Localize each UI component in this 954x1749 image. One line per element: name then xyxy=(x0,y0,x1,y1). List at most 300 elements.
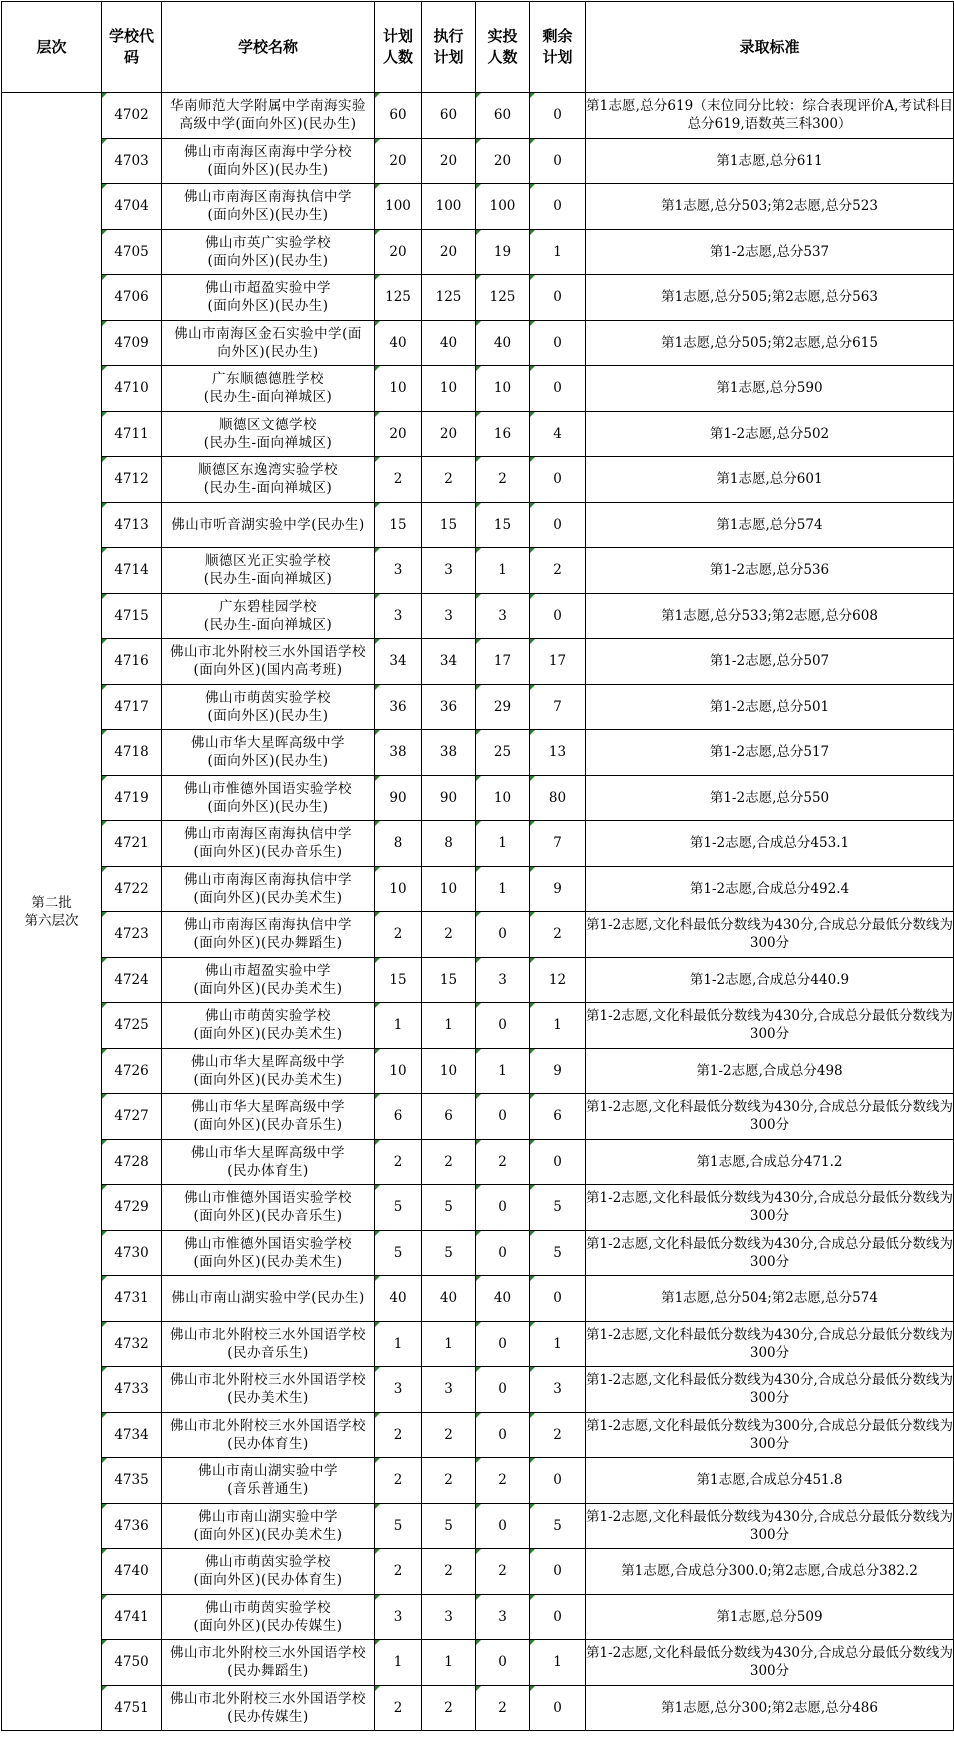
table-row xyxy=(2,1321,954,1367)
executed-plan-cell: 2 xyxy=(422,1549,476,1595)
table-row xyxy=(2,730,954,776)
remaining-plan-cell: 9 xyxy=(530,866,586,912)
plan-count-cell: 60 xyxy=(375,93,422,139)
remaining-plan-cell: 12 xyxy=(530,957,586,1003)
plan-count-cell: 2 xyxy=(375,1458,422,1504)
admission-standard-cell: 第1志愿,合成总分451.8 xyxy=(586,1458,954,1504)
actual-admitted-cell: 0 xyxy=(476,1321,530,1367)
admission-standard-cell: 第1-2志愿,总分550 xyxy=(586,775,954,821)
header-actual-admitted: 实投 人数 xyxy=(476,2,530,93)
school-code-cell: 4732 xyxy=(102,1321,162,1367)
actual-admitted-cell: 19 xyxy=(476,229,530,275)
admission-standard-cell: 第1志愿,合成总分471.2 xyxy=(586,1139,954,1185)
plan-count-cell: 2 xyxy=(375,1139,422,1185)
plan-count-cell: 3 xyxy=(375,593,422,639)
admission-standard-cell: 第1志愿,总分504;第2志愿,总分574 xyxy=(586,1276,954,1322)
actual-admitted-cell: 10 xyxy=(476,775,530,821)
remaining-plan-cell: 0 xyxy=(530,502,586,548)
table-row xyxy=(2,1594,954,1640)
remaining-plan-cell: 2 xyxy=(530,1412,586,1458)
table-row xyxy=(2,639,954,685)
remaining-plan-cell: 0 xyxy=(530,320,586,366)
admission-standard-cell: 第1-2志愿,文化科最低分数线为300分,合成总分最低分数线为300分 xyxy=(586,1412,954,1458)
plan-count-cell: 2 xyxy=(375,457,422,503)
executed-plan-cell: 6 xyxy=(422,1094,476,1140)
admission-standard-cell: 第1-2志愿,总分501 xyxy=(586,684,954,730)
executed-plan-cell: 34 xyxy=(422,639,476,685)
actual-admitted-cell: 1 xyxy=(476,866,530,912)
plan-count-cell: 5 xyxy=(375,1503,422,1549)
executed-plan-cell: 2 xyxy=(422,1685,476,1731)
table-row xyxy=(2,821,954,867)
actual-admitted-cell: 17 xyxy=(476,639,530,685)
plan-count-cell: 2 xyxy=(375,1412,422,1458)
executed-plan-cell: 2 xyxy=(422,1139,476,1185)
school-code-cell: 4704 xyxy=(102,184,162,230)
school-name-cell: 佛山市华大星晖高级中学 (面向外区)(民办美术生) xyxy=(162,1048,375,1094)
school-name-cell: 佛山市北外附校三水外国语学校 (民办体育生) xyxy=(162,1412,375,1458)
plan-count-cell: 40 xyxy=(375,1276,422,1322)
remaining-plan-cell: 5 xyxy=(530,1230,586,1276)
remaining-plan-cell: 0 xyxy=(530,457,586,503)
plan-count-cell: 36 xyxy=(375,684,422,730)
actual-admitted-cell: 0 xyxy=(476,1503,530,1549)
executed-plan-cell: 10 xyxy=(422,1048,476,1094)
actual-admitted-cell: 100 xyxy=(476,184,530,230)
executed-plan-cell: 3 xyxy=(422,1594,476,1640)
actual-admitted-cell: 125 xyxy=(476,275,530,321)
school-name-cell: 佛山市萌茵实验学校 (面向外区)(民办生) xyxy=(162,684,375,730)
plan-count-cell: 1 xyxy=(375,1003,422,1049)
table-header xyxy=(2,2,954,93)
table-row xyxy=(2,320,954,366)
remaining-plan-cell: 80 xyxy=(530,775,586,821)
remaining-plan-cell: 0 xyxy=(530,275,586,321)
executed-plan-cell: 10 xyxy=(422,866,476,912)
executed-plan-cell: 15 xyxy=(422,502,476,548)
executed-plan-cell: 5 xyxy=(422,1503,476,1549)
school-name-cell: 佛山市超盈实验中学 (面向外区)(民办生) xyxy=(162,275,375,321)
school-code-cell: 4740 xyxy=(102,1549,162,1595)
table-row xyxy=(2,502,954,548)
admission-standard-cell: 第1志愿,总分533;第2志愿,总分608 xyxy=(586,593,954,639)
admission-standard-cell: 第1-2志愿,总分537 xyxy=(586,229,954,275)
remaining-plan-cell: 7 xyxy=(530,821,586,867)
plan-count-cell: 10 xyxy=(375,366,422,412)
executed-plan-cell: 1 xyxy=(422,1003,476,1049)
plan-count-cell: 1 xyxy=(375,1640,422,1686)
plan-count-cell: 5 xyxy=(375,1230,422,1276)
school-code-cell: 4709 xyxy=(102,320,162,366)
school-name-cell: 佛山市北外附校三水外国语学校 (面向外区)(国内高考班) xyxy=(162,639,375,685)
school-name-cell: 佛山市南海区南海执信中学 (面向外区)(民办生) xyxy=(162,184,375,230)
plan-count-cell: 90 xyxy=(375,775,422,821)
executed-plan-cell: 2 xyxy=(422,457,476,503)
table-row xyxy=(2,957,954,1003)
admission-standard-cell: 第1志愿,总分505;第2志愿,总分563 xyxy=(586,275,954,321)
school-code-cell: 4723 xyxy=(102,912,162,958)
school-name-cell: 顺德区光正实验学校 (民办生-面向禅城区) xyxy=(162,548,375,594)
school-name-cell: 顺德区文德学校 (民办生-面向禅城区) xyxy=(162,411,375,457)
admission-standard-cell: 第1-2志愿,文化科最低分数线为430分,合成总分最低分数线为300分 xyxy=(586,1185,954,1231)
table-row xyxy=(2,411,954,457)
actual-admitted-cell: 0 xyxy=(476,1185,530,1231)
admission-standard-cell: 第1-2志愿,合成总分453.1 xyxy=(586,821,954,867)
school-name-cell: 佛山市华大星晖高级中学 (面向外区)(民办音乐生) xyxy=(162,1094,375,1140)
admission-standard-cell: 第1志愿,总分574 xyxy=(586,502,954,548)
actual-admitted-cell: 2 xyxy=(476,1549,530,1595)
plan-count-cell: 3 xyxy=(375,1367,422,1413)
table-row xyxy=(2,366,954,412)
school-name-cell: 佛山市华大星晖高级中学 (面向外区)(民办生) xyxy=(162,730,375,776)
table-row xyxy=(2,775,954,821)
executed-plan-cell: 20 xyxy=(422,138,476,184)
executed-plan-cell: 3 xyxy=(422,593,476,639)
executed-plan-cell: 20 xyxy=(422,411,476,457)
remaining-plan-cell: 17 xyxy=(530,639,586,685)
table-row xyxy=(2,684,954,730)
school-code-cell: 4712 xyxy=(102,457,162,503)
executed-plan-cell: 40 xyxy=(422,1276,476,1322)
school-code-cell: 4751 xyxy=(102,1685,162,1731)
actual-admitted-cell: 3 xyxy=(476,957,530,1003)
actual-admitted-cell: 0 xyxy=(476,912,530,958)
school-name-cell: 广东碧桂园学校 (民办生-面向禅城区) xyxy=(162,593,375,639)
remaining-plan-cell: 0 xyxy=(530,1276,586,1322)
remaining-plan-cell: 13 xyxy=(530,730,586,776)
table-row xyxy=(2,1048,954,1094)
executed-plan-cell: 125 xyxy=(422,275,476,321)
admission-standard-cell: 第1志愿,合成总分300.0;第2志愿,合成总分382.2 xyxy=(586,1549,954,1595)
executed-plan-cell: 1 xyxy=(422,1321,476,1367)
executed-plan-cell: 5 xyxy=(422,1230,476,1276)
plan-count-cell: 2 xyxy=(375,1549,422,1595)
plan-count-cell: 5 xyxy=(375,1185,422,1231)
remaining-plan-cell: 1 xyxy=(530,1003,586,1049)
school-code-cell: 4714 xyxy=(102,548,162,594)
admission-standard-cell: 第1-2志愿,合成总分492.4 xyxy=(586,866,954,912)
executed-plan-cell: 2 xyxy=(422,1412,476,1458)
header-school-name: 学校名称 xyxy=(162,2,375,93)
admission-standard-cell: 第1-2志愿,文化科最低分数线为430分,合成总分最低分数线为300分 xyxy=(586,1094,954,1140)
table-row xyxy=(2,93,954,139)
plan-count-cell: 125 xyxy=(375,275,422,321)
remaining-plan-cell: 5 xyxy=(530,1185,586,1231)
remaining-plan-cell: 5 xyxy=(530,1503,586,1549)
school-code-cell: 4727 xyxy=(102,1094,162,1140)
school-code-cell: 4710 xyxy=(102,366,162,412)
admission-standard-cell: 第1-2志愿,总分507 xyxy=(586,639,954,685)
school-name-cell: 佛山市英广实验学校 (面向外区)(民办生) xyxy=(162,229,375,275)
school-name-cell: 佛山市北外附校三水外国语学校 (民办美术生) xyxy=(162,1367,375,1413)
table-row xyxy=(2,1094,954,1140)
admission-standard-cell: 第1志愿,总分300;第2志愿,总分486 xyxy=(586,1685,954,1731)
school-code-cell: 4722 xyxy=(102,866,162,912)
school-code-cell: 4735 xyxy=(102,1458,162,1504)
admission-standard-cell: 第1-2志愿,文化科最低分数线为430分,合成总分最低分数线为300分 xyxy=(586,1640,954,1686)
admission-standard-cell: 第1志愿,总分505;第2志愿,总分615 xyxy=(586,320,954,366)
school-name-cell: 佛山市南海区南海执信中学 (面向外区)(民办音乐生) xyxy=(162,821,375,867)
school-code-cell: 4718 xyxy=(102,730,162,776)
remaining-plan-cell: 0 xyxy=(530,1594,586,1640)
header-school-code: 学校代码 xyxy=(102,2,162,93)
actual-admitted-cell: 1 xyxy=(476,1048,530,1094)
actual-admitted-cell: 2 xyxy=(476,1139,530,1185)
header-remaining-plan: 剩余 计划 xyxy=(530,2,586,93)
remaining-plan-cell: 4 xyxy=(530,411,586,457)
remaining-plan-cell: 6 xyxy=(530,1094,586,1140)
executed-plan-cell: 100 xyxy=(422,184,476,230)
admission-standard-cell: 第1-2志愿,文化科最低分数线为430分,合成总分最低分数线为300分 xyxy=(586,1003,954,1049)
school-name-cell: 顺德区东逸湾实验学校 (民办生-面向禅城区) xyxy=(162,457,375,503)
school-code-cell: 4736 xyxy=(102,1503,162,1549)
actual-admitted-cell: 29 xyxy=(476,684,530,730)
plan-count-cell: 20 xyxy=(375,229,422,275)
admission-standard-cell: 第1-2志愿,文化科最低分数线为430分,合成总分最低分数线为300分 xyxy=(586,1367,954,1413)
school-name-cell: 佛山市惟德外国语实验学校 (面向外区)(民办生) xyxy=(162,775,375,821)
table-row xyxy=(2,1230,954,1276)
table-row xyxy=(2,912,954,958)
school-name-cell: 佛山市北外附校三水外国语学校 (民办舞蹈生) xyxy=(162,1640,375,1686)
school-code-cell: 4711 xyxy=(102,411,162,457)
table-row xyxy=(2,1458,954,1504)
school-code-cell: 4705 xyxy=(102,229,162,275)
admission-standard-cell: 第1-2志愿,文化科最低分数线为430分,合成总分最低分数线为300分 xyxy=(586,1230,954,1276)
school-name-cell: 佛山市华大星晖高级中学 (民办体育生) xyxy=(162,1139,375,1185)
school-name-cell: 佛山市南山湖实验中学 (音乐普通生) xyxy=(162,1458,375,1504)
school-code-cell: 4715 xyxy=(102,593,162,639)
admission-standard-cell: 第1-2志愿,总分536 xyxy=(586,548,954,594)
plan-count-cell: 3 xyxy=(375,548,422,594)
actual-admitted-cell: 2 xyxy=(476,457,530,503)
actual-admitted-cell: 2 xyxy=(476,1458,530,1504)
school-code-cell: 4741 xyxy=(102,1594,162,1640)
level-cell: 第二批 第六层次 xyxy=(2,93,102,1731)
school-code-cell: 4724 xyxy=(102,957,162,1003)
school-code-cell: 4702 xyxy=(102,93,162,139)
table-row xyxy=(2,1139,954,1185)
remaining-plan-cell: 0 xyxy=(530,1549,586,1595)
plan-count-cell: 100 xyxy=(375,184,422,230)
remaining-plan-cell: 2 xyxy=(530,912,586,958)
remaining-plan-cell: 1 xyxy=(530,1321,586,1367)
executed-plan-cell: 10 xyxy=(422,366,476,412)
plan-count-cell: 15 xyxy=(375,502,422,548)
admission-standard-cell: 第1志愿,总分590 xyxy=(586,366,954,412)
table-row xyxy=(2,1640,954,1686)
table-row xyxy=(2,593,954,639)
school-code-cell: 4726 xyxy=(102,1048,162,1094)
actual-admitted-cell: 20 xyxy=(476,138,530,184)
admission-standard-cell: 第1-2志愿,总分502 xyxy=(586,411,954,457)
school-code-cell: 4728 xyxy=(102,1139,162,1185)
admission-standard-cell: 第1-2志愿,文化科最低分数线为430分,合成总分最低分数线为300分 xyxy=(586,1321,954,1367)
remaining-plan-cell: 0 xyxy=(530,1139,586,1185)
actual-admitted-cell: 0 xyxy=(476,1412,530,1458)
plan-count-cell: 2 xyxy=(375,1685,422,1731)
table-row xyxy=(2,184,954,230)
remaining-plan-cell: 0 xyxy=(530,366,586,412)
plan-count-cell: 6 xyxy=(375,1094,422,1140)
table-row xyxy=(2,275,954,321)
school-code-cell: 4731 xyxy=(102,1276,162,1322)
admission-standard-cell: 第1志愿,总分503;第2志愿,总分523 xyxy=(586,184,954,230)
school-code-cell: 4716 xyxy=(102,639,162,685)
actual-admitted-cell: 0 xyxy=(476,1230,530,1276)
actual-admitted-cell: 15 xyxy=(476,502,530,548)
school-name-cell: 佛山市萌茵实验学校 (面向外区)(民办体育生) xyxy=(162,1549,375,1595)
actual-admitted-cell: 25 xyxy=(476,730,530,776)
plan-count-cell: 3 xyxy=(375,1594,422,1640)
header-plan: 计划 人数 xyxy=(375,2,422,93)
remaining-plan-cell: 0 xyxy=(530,138,586,184)
executed-plan-cell: 1 xyxy=(422,1640,476,1686)
remaining-plan-cell: 0 xyxy=(530,93,586,139)
school-name-cell: 佛山市南海区南海执信中学 (面向外区)(民办舞蹈生) xyxy=(162,912,375,958)
remaining-plan-cell: 1 xyxy=(530,229,586,275)
executed-plan-cell: 40 xyxy=(422,320,476,366)
plan-count-cell: 38 xyxy=(375,730,422,776)
actual-admitted-cell: 40 xyxy=(476,320,530,366)
school-name-cell: 佛山市南海区南海执信中学 (面向外区)(民办美术生) xyxy=(162,866,375,912)
remaining-plan-cell: 0 xyxy=(530,184,586,230)
table-row xyxy=(2,1276,954,1322)
remaining-plan-cell: 9 xyxy=(530,1048,586,1094)
plan-count-cell: 40 xyxy=(375,320,422,366)
table-row xyxy=(2,1003,954,1049)
executed-plan-cell: 2 xyxy=(422,912,476,958)
executed-plan-cell: 90 xyxy=(422,775,476,821)
executed-plan-cell: 8 xyxy=(422,821,476,867)
school-code-cell: 4706 xyxy=(102,275,162,321)
actual-admitted-cell: 2 xyxy=(476,1685,530,1731)
school-name-cell: 佛山市北外附校三水外国语学校 (民办传媒生) xyxy=(162,1685,375,1731)
school-code-cell: 4750 xyxy=(102,1640,162,1686)
remaining-plan-cell: 0 xyxy=(530,1458,586,1504)
actual-admitted-cell: 1 xyxy=(476,821,530,867)
executed-plan-cell: 38 xyxy=(422,730,476,776)
plan-count-cell: 10 xyxy=(375,1048,422,1094)
plan-count-cell: 1 xyxy=(375,1321,422,1367)
school-name-cell: 佛山市萌茵实验学校 (面向外区)(民办美术生) xyxy=(162,1003,375,1049)
table-row xyxy=(2,1412,954,1458)
remaining-plan-cell: 0 xyxy=(530,1685,586,1731)
actual-admitted-cell: 0 xyxy=(476,1640,530,1686)
school-name-cell: 佛山市萌茵实验学校 (面向外区)(民办传媒生) xyxy=(162,1594,375,1640)
school-code-cell: 4734 xyxy=(102,1412,162,1458)
plan-count-cell: 20 xyxy=(375,411,422,457)
actual-admitted-cell: 1 xyxy=(476,548,530,594)
school-name-cell: 佛山市南海区南海中学分校 (面向外区)(民办生) xyxy=(162,138,375,184)
executed-plan-cell: 36 xyxy=(422,684,476,730)
school-name-cell: 佛山市惟德外国语实验学校 (面向外区)(民办音乐生) xyxy=(162,1185,375,1231)
remaining-plan-cell: 1 xyxy=(530,1640,586,1686)
school-name-cell: 广东顺德德胜学校 (民办生-面向禅城区) xyxy=(162,366,375,412)
admission-standard-cell: 第1志愿,总分509 xyxy=(586,1594,954,1640)
school-name-cell: 佛山市听音湖实验中学(民办生) xyxy=(162,502,375,548)
school-name-cell: 佛山市北外附校三水外国语学校 (民办音乐生) xyxy=(162,1321,375,1367)
table-row xyxy=(2,138,954,184)
table-row xyxy=(2,1549,954,1595)
actual-admitted-cell: 10 xyxy=(476,366,530,412)
actual-admitted-cell: 0 xyxy=(476,1367,530,1413)
executed-plan-cell: 20 xyxy=(422,229,476,275)
executed-plan-cell: 5 xyxy=(422,1185,476,1231)
plan-count-cell: 34 xyxy=(375,639,422,685)
executed-plan-cell: 3 xyxy=(422,548,476,594)
school-code-cell: 4733 xyxy=(102,1367,162,1413)
plan-count-cell: 15 xyxy=(375,957,422,1003)
school-name-cell: 华南师范大学附属中学南海实验 高级中学(面向外区)(民办生) xyxy=(162,93,375,139)
actual-admitted-cell: 3 xyxy=(476,593,530,639)
plan-count-cell: 10 xyxy=(375,866,422,912)
table-row xyxy=(2,1367,954,1413)
school-code-cell: 4730 xyxy=(102,1230,162,1276)
school-code-cell: 4729 xyxy=(102,1185,162,1231)
admission-standard-cell: 第1-2志愿,合成总分440.9 xyxy=(586,957,954,1003)
school-code-cell: 4725 xyxy=(102,1003,162,1049)
school-name-cell: 佛山市惟德外国语实验学校 (面向外区)(民办美术生) xyxy=(162,1230,375,1276)
executed-plan-cell: 2 xyxy=(422,1458,476,1504)
executed-plan-cell: 60 xyxy=(422,93,476,139)
school-code-cell: 4703 xyxy=(102,138,162,184)
school-code-cell: 4719 xyxy=(102,775,162,821)
header-admission-standard: 录取标准 xyxy=(586,2,954,93)
admission-standard-cell: 第1-2志愿,合成总分498 xyxy=(586,1048,954,1094)
table-row xyxy=(2,1185,954,1231)
school-code-cell: 4713 xyxy=(102,502,162,548)
admission-standard-cell: 第1-2志愿,文化科最低分数线为430分,合成总分最低分数线为300分 xyxy=(586,1503,954,1549)
admission-standard-cell: 第1-2志愿,总分517 xyxy=(586,730,954,776)
actual-admitted-cell: 3 xyxy=(476,1594,530,1640)
school-name-cell: 佛山市南山湖实验中学(民办生) xyxy=(162,1276,375,1322)
admission-standard-cell: 第1志愿,总分619（末位同分比较：综合表现评价A,考试科目总分619,语数英三科300） xyxy=(586,93,954,139)
plan-count-cell: 2 xyxy=(375,912,422,958)
school-code-cell: 4717 xyxy=(102,684,162,730)
remaining-plan-cell: 2 xyxy=(530,548,586,594)
table-row xyxy=(2,548,954,594)
table-row xyxy=(2,1685,954,1731)
table-row xyxy=(2,457,954,503)
admission-table xyxy=(1,1,954,1731)
school-name-cell: 佛山市超盈实验中学 (面向外区)(民办美术生) xyxy=(162,957,375,1003)
admission-standard-cell: 第1-2志愿,文化科最低分数线为430分,合成总分最低分数线为300分 xyxy=(586,912,954,958)
remaining-plan-cell: 3 xyxy=(530,1367,586,1413)
plan-count-cell: 8 xyxy=(375,821,422,867)
actual-admitted-cell: 40 xyxy=(476,1276,530,1322)
school-name-cell: 佛山市南山湖实验中学 (面向外区)(民办美术生) xyxy=(162,1503,375,1549)
school-name-cell: 佛山市南海区金石实验中学(面 向外区)(民办生) xyxy=(162,320,375,366)
actual-admitted-cell: 60 xyxy=(476,93,530,139)
remaining-plan-cell: 0 xyxy=(530,593,586,639)
remaining-plan-cell: 7 xyxy=(530,684,586,730)
executed-plan-cell: 15 xyxy=(422,957,476,1003)
header-executed-plan: 执行 计划 xyxy=(422,2,476,93)
school-code-cell: 4721 xyxy=(102,821,162,867)
actual-admitted-cell: 16 xyxy=(476,411,530,457)
actual-admitted-cell: 0 xyxy=(476,1003,530,1049)
plan-count-cell: 20 xyxy=(375,138,422,184)
executed-plan-cell: 3 xyxy=(422,1367,476,1413)
header-level: 层次 xyxy=(2,2,102,93)
table-body xyxy=(2,93,954,1731)
table-row xyxy=(2,1503,954,1549)
admission-standard-cell: 第1志愿,总分601 xyxy=(586,457,954,503)
actual-admitted-cell: 0 xyxy=(476,1094,530,1140)
table-row xyxy=(2,229,954,275)
table-row xyxy=(2,866,954,912)
admission-standard-cell: 第1志愿,总分611 xyxy=(586,138,954,184)
